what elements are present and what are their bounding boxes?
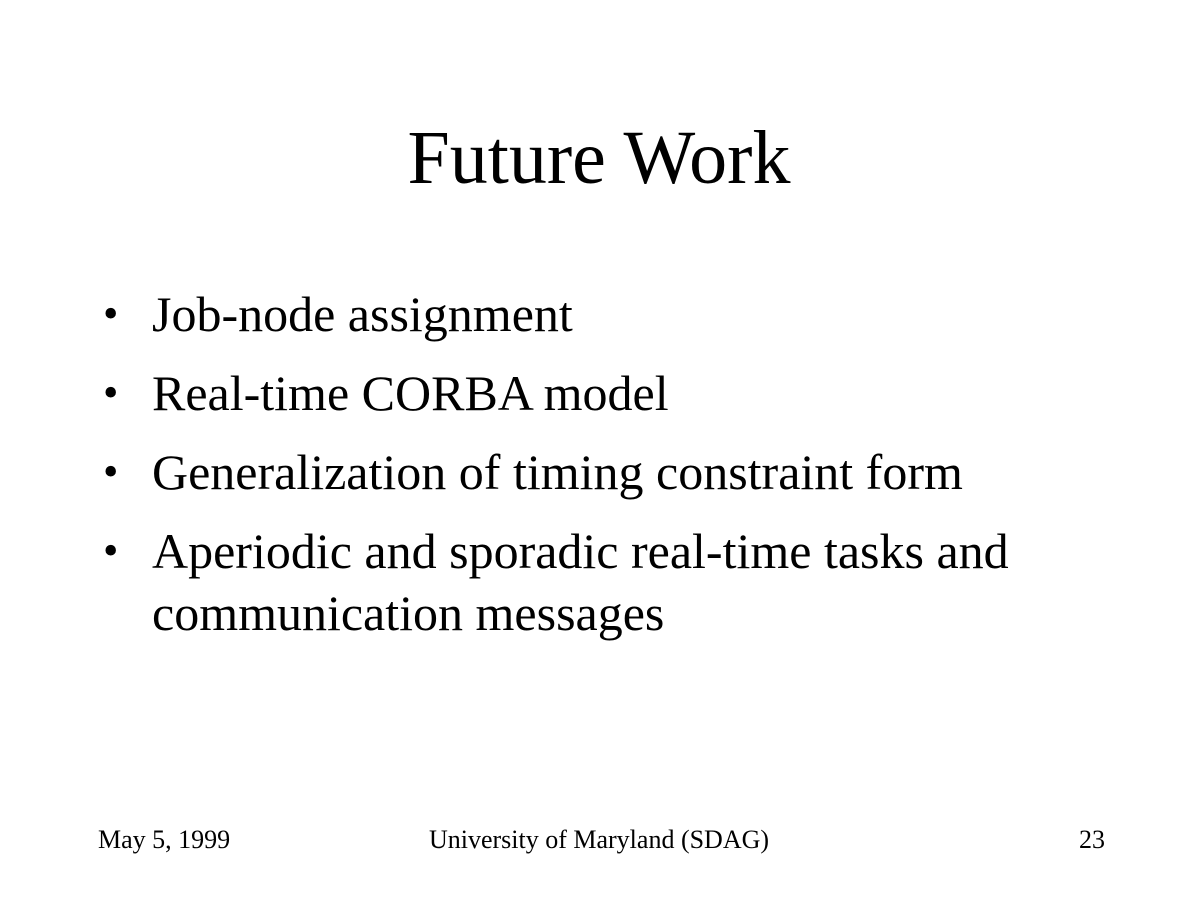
footer-affiliation: University of Maryland (SDAG): [428, 825, 770, 854]
bullet-icon: •: [103, 368, 119, 417]
bullet-icon: •: [103, 289, 119, 338]
bullet-text: Job-node assignment: [152, 286, 573, 342]
bullet-icon: •: [103, 447, 119, 496]
bullet-text: Aperiodic and sporadic real-time tasks and communication messages: [152, 523, 1009, 641]
footer-page-number: 23: [1079, 825, 1105, 854]
list-item: [103, 283, 1092, 345]
list-item: [103, 520, 1092, 644]
bullet-text: Generalization of timing constraint form: [152, 444, 963, 500]
bullet-icon: •: [103, 526, 119, 575]
list-item: [103, 441, 1092, 503]
bullet-list: [103, 283, 1092, 661]
list-item: [103, 362, 1092, 424]
bullet-text: Real-time CORBA model: [152, 365, 669, 421]
slide-title: Future Work: [407, 116, 791, 200]
footer-date: May 5, 1999: [98, 825, 231, 854]
